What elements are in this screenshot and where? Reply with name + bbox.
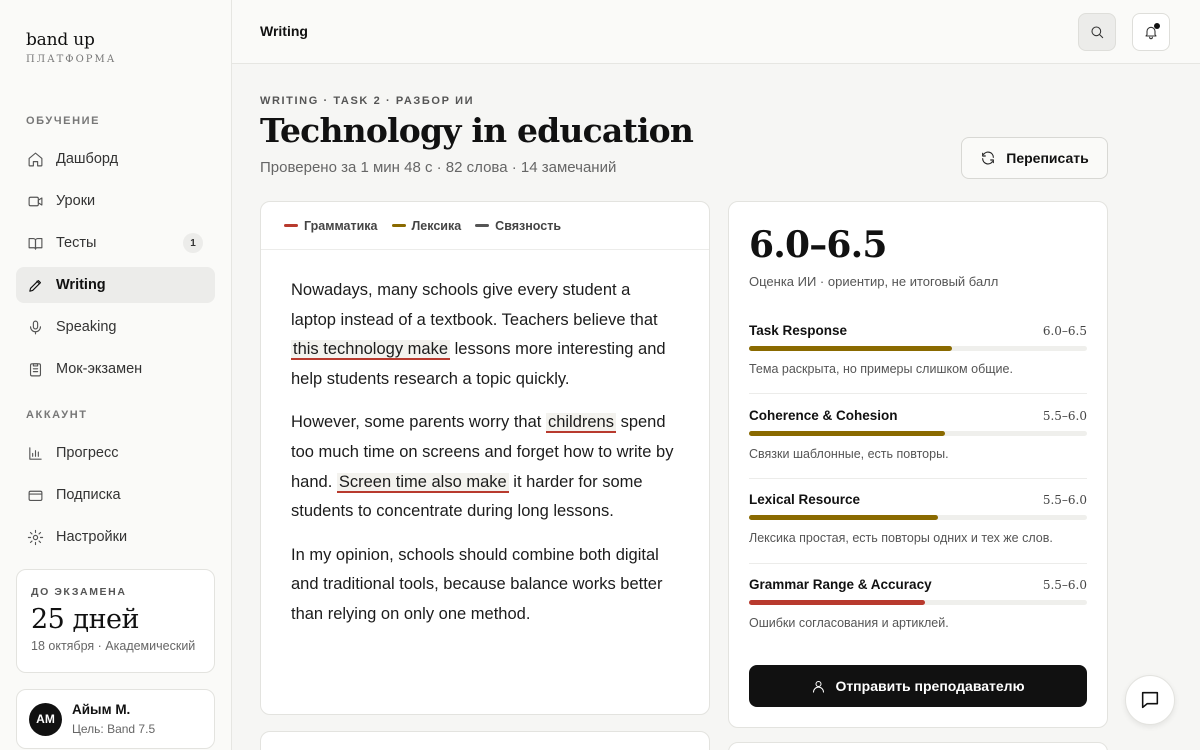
essay-text-segment: lessons more interesting and help students research a topic quickly. bbox=[291, 340, 666, 388]
user-icon bbox=[811, 679, 826, 694]
essay-paragraph: In my opinion, schools should combine both digital and traditional tools, because balance works better than relying on only one method. bbox=[291, 545, 663, 623]
criterion-bar-fill bbox=[749, 346, 952, 351]
legend-label: Лексика bbox=[411, 218, 462, 233]
send-button-label: Отправить преподавателю bbox=[835, 678, 1025, 694]
notifications-button[interactable] bbox=[1132, 13, 1170, 51]
criterion-description: Тема раскрыта, но примеры слишком общие. bbox=[749, 362, 1013, 376]
chart-icon bbox=[27, 445, 44, 462]
sidebar-item-tests[interactable] bbox=[16, 225, 215, 261]
criterion-name: Coherence & Cohesion bbox=[749, 408, 898, 423]
criterion-bar bbox=[749, 431, 1087, 436]
sidebar-item-label: Уроки bbox=[56, 193, 96, 209]
criterion-bar bbox=[749, 515, 1087, 520]
send-to-teacher-button[interactable] bbox=[749, 665, 1087, 707]
criterion-task-response bbox=[749, 323, 1087, 376]
next-side-card bbox=[728, 742, 1108, 750]
legend-label: Связность bbox=[495, 218, 562, 233]
tests-count-badge: 1 bbox=[183, 233, 203, 253]
exam-days-left: 25 дней bbox=[31, 604, 140, 635]
essay-text-segment: Nowadays, many schools give every student a laptop instead of a textbook. Teachers believe that bbox=[291, 281, 658, 329]
criterion-score: 5.5–6.0 bbox=[1042, 493, 1087, 507]
legend-label: Грамматика bbox=[304, 218, 378, 233]
divider bbox=[749, 563, 1087, 564]
criterion-score: 5.5–6.0 bbox=[1042, 578, 1087, 592]
criterion-description: Ошибки согласования и артиклей. bbox=[749, 616, 949, 630]
topbar bbox=[232, 0, 1200, 64]
exam-countdown-card bbox=[16, 569, 215, 673]
brand-subtitle: ПЛАТФОРМА bbox=[26, 54, 117, 65]
pen-icon bbox=[27, 277, 44, 294]
refresh-icon bbox=[980, 150, 996, 166]
card-icon bbox=[27, 487, 44, 504]
rewrite-button-label: Переписать bbox=[1006, 150, 1089, 166]
video-icon bbox=[27, 193, 44, 210]
sidebar-item-label: Тесты bbox=[56, 235, 97, 251]
grammar-highlight[interactable]: Screen time also make bbox=[338, 472, 507, 491]
divider bbox=[749, 393, 1087, 394]
sidebar-item-label: Подписка bbox=[56, 487, 121, 503]
chat-icon bbox=[1139, 689, 1161, 711]
next-card bbox=[260, 731, 710, 750]
grammar-highlight[interactable]: childrens bbox=[547, 413, 614, 432]
overall-band-score: 6.0–6.5 bbox=[749, 224, 887, 266]
essay-text-segment: However, some parents worry that bbox=[291, 413, 546, 432]
check-summary: Проверено за 1 мин 48 с · 82 слова · 14 замечаний bbox=[260, 159, 617, 176]
sidebar-item-mock-exam[interactable] bbox=[16, 351, 215, 387]
criterion-description: Лексика простая, есть повторы одних и тех же слов. bbox=[749, 531, 1053, 545]
search-icon bbox=[1089, 24, 1105, 40]
criterion-score: 5.5–6.0 bbox=[1042, 409, 1087, 423]
criterion-grammar bbox=[749, 577, 1087, 630]
essay-text bbox=[261, 250, 709, 630]
gear-icon bbox=[27, 529, 44, 546]
legend-grammar[interactable] bbox=[284, 219, 378, 233]
annotation-legend bbox=[261, 202, 709, 250]
section-label-learning: ОБУЧЕНИЕ bbox=[26, 115, 101, 127]
criterion-coherence bbox=[749, 408, 1087, 461]
brand-name: band up bbox=[26, 30, 95, 50]
essay-text-segment: spend too much time on screens and forget how to write by hand. bbox=[291, 413, 674, 491]
sidebar-item-writing[interactable] bbox=[16, 267, 215, 303]
chat-button[interactable] bbox=[1125, 675, 1175, 725]
sidebar-item-label: Writing bbox=[56, 277, 106, 293]
sidebar-item-speaking[interactable] bbox=[16, 309, 215, 345]
brand-logo[interactable] bbox=[26, 30, 116, 65]
breadcrumb: WRITING · TASK 2 · РАЗБОР ИИ bbox=[260, 95, 475, 107]
essay-text-segment: it harder for some students to concentrate during long lessons. bbox=[291, 472, 643, 521]
score-card bbox=[728, 201, 1108, 728]
user-goal: Цель: Band 7.5 bbox=[72, 722, 156, 736]
home-icon bbox=[27, 151, 44, 168]
legend-swatch-vocabulary bbox=[392, 224, 406, 227]
mic-icon bbox=[27, 319, 44, 336]
sidebar-item-label: Мок-экзамен bbox=[56, 361, 143, 377]
sidebar-item-label: Speaking bbox=[56, 319, 117, 335]
criterion-name: Grammar Range & Accuracy bbox=[749, 577, 932, 592]
legend-coherence[interactable] bbox=[475, 219, 561, 233]
essay-paragraph bbox=[291, 408, 679, 526]
book-icon bbox=[27, 235, 44, 252]
criterion-bar bbox=[749, 600, 1087, 605]
avatar: АМ bbox=[29, 703, 62, 736]
criterion-name: Lexical Resource bbox=[749, 492, 861, 507]
essay-card bbox=[260, 201, 710, 715]
divider bbox=[749, 478, 1087, 479]
clipboard-icon bbox=[27, 361, 44, 378]
criterion-bar-fill bbox=[749, 600, 925, 605]
criterion-description: Связки шаблонные, есть повторы. bbox=[749, 447, 949, 461]
criterion-name: Task Response bbox=[749, 323, 848, 338]
score-note: Оценка ИИ · ориентир, не итоговый балл bbox=[749, 274, 999, 289]
exam-countdown-label: ДО ЭКЗАМЕНА bbox=[31, 586, 127, 598]
sidebar-item-label: Прогресс bbox=[56, 445, 119, 461]
sidebar bbox=[0, 0, 232, 750]
legend-swatch-coherence bbox=[475, 224, 489, 227]
legend-vocabulary[interactable] bbox=[392, 219, 462, 233]
criterion-bar bbox=[749, 346, 1087, 351]
criterion-bar-fill bbox=[749, 431, 945, 436]
rewrite-button[interactable] bbox=[961, 137, 1108, 179]
page-title: Technology in education bbox=[260, 111, 694, 150]
exam-date: 18 октября · Академический bbox=[31, 639, 196, 653]
user-name: Айым М. bbox=[72, 702, 131, 717]
grammar-highlight[interactable]: this technology make bbox=[293, 340, 449, 359]
legend-swatch-grammar bbox=[284, 224, 298, 227]
sidebar-item-label: Настройки bbox=[56, 529, 128, 545]
criterion-score: 6.0–6.5 bbox=[1042, 324, 1087, 338]
sidebar-item-lessons[interactable] bbox=[16, 183, 215, 219]
sidebar-item-dashboard[interactable] bbox=[16, 141, 215, 177]
user-profile-card[interactable] bbox=[16, 689, 215, 749]
sidebar-item-subscription[interactable] bbox=[16, 477, 215, 513]
criterion-bar-fill bbox=[749, 515, 938, 520]
notification-dot bbox=[1154, 23, 1160, 29]
criterion-lexical bbox=[749, 492, 1087, 545]
section-label-account: АККАУНТ bbox=[26, 409, 88, 421]
topbar-title: Writing bbox=[260, 23, 308, 39]
essay-paragraph bbox=[291, 276, 679, 394]
sidebar-item-label: Дашборд bbox=[56, 151, 119, 167]
search-button[interactable] bbox=[1078, 13, 1116, 51]
sidebar-item-progress[interactable] bbox=[16, 435, 215, 471]
sidebar-item-settings[interactable] bbox=[16, 519, 215, 555]
